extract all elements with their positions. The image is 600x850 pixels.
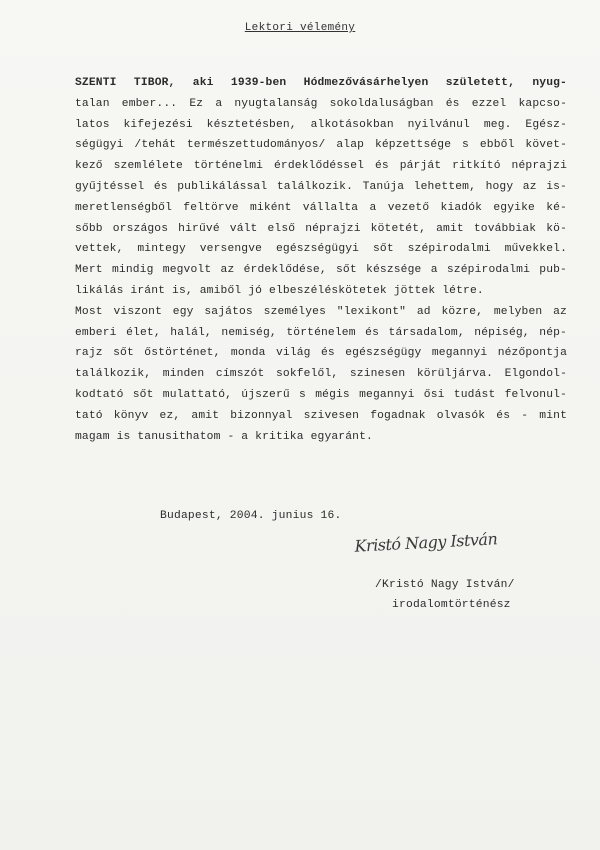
handwritten-signature: Kristó Nagy István — [354, 529, 498, 556]
document-body — [75, 73, 567, 447]
body-line: SZENTI TIBOR, aki 1939-ben Hódmezővásárhelyen született, nyug- — [75, 77, 567, 89]
body-line: latos kifejezési késztetésben, alkotásokban nyilvánul meg. Egész- — [75, 118, 567, 131]
body-line: rajz sőt őstörténet, monda világ és egészségügy megannyi nézőpontja — [75, 347, 567, 360]
body-line: Mert mindig megvolt az érdeklődése, sőt készsége a szépirodalmi pub- — [75, 264, 567, 277]
body-line: gyűjtéssel és publikálással találkozik. Tanúja lehettem, hogy az is- — [75, 180, 567, 193]
body-line: meretlenségből feltörve miként vállalta a vezető kiadók egyike ké- — [75, 201, 567, 214]
signer-name: /Kristó Nagy István/ — [375, 579, 515, 591]
body-line: likálás iránt is, amiből jó elbeszéléskötetek jöttek létre. — [75, 284, 484, 297]
body-line: vettek, mintegy versengve egészségügyi sőt szépirodalmi művekkel. — [75, 243, 567, 256]
document-date: Budapest, 2004. junius 16. — [160, 510, 342, 522]
body-line: találkozik, minden címszót sokfelől, szinesen körüljárva. Elgondol- — [75, 368, 567, 381]
signer-role: irodalomtörténész — [392, 599, 511, 611]
body-line: tató könyv ez, amit bizonnyal szivesen fogadnak olvasók és - mint — [75, 409, 567, 422]
body-line: ségügyi /tehát természettudományos/ alap képzettsége s ebből követ- — [75, 139, 567, 152]
document-title: Lektori vélemény — [244, 22, 356, 34]
body-line: kező szemlélete történelmi érdeklődéssel és párját ritkító néprajzi — [75, 160, 567, 173]
body-line: talan ember... Ez a nyugtalanság sokoldaluságban és ezzel kapcso- — [75, 97, 567, 110]
body-line: emberi élet, halál, nemiség, történelem és társadalom, népiség, nép- — [75, 326, 567, 339]
body-line: magam is tanusithatom - a kritika egyaránt. — [75, 430, 373, 443]
body-line: sőbb országos hirűvé vált első néprajzi kötetét, amit továbbiak kö- — [75, 222, 567, 235]
body-line: kodtató sőt mulattató, újszerű s mégis megannyi ősi tudást felvonul- — [75, 388, 567, 401]
body-line: Most viszont egy sajátos személyes "lexikont" ad közre, melyben az — [75, 305, 567, 318]
